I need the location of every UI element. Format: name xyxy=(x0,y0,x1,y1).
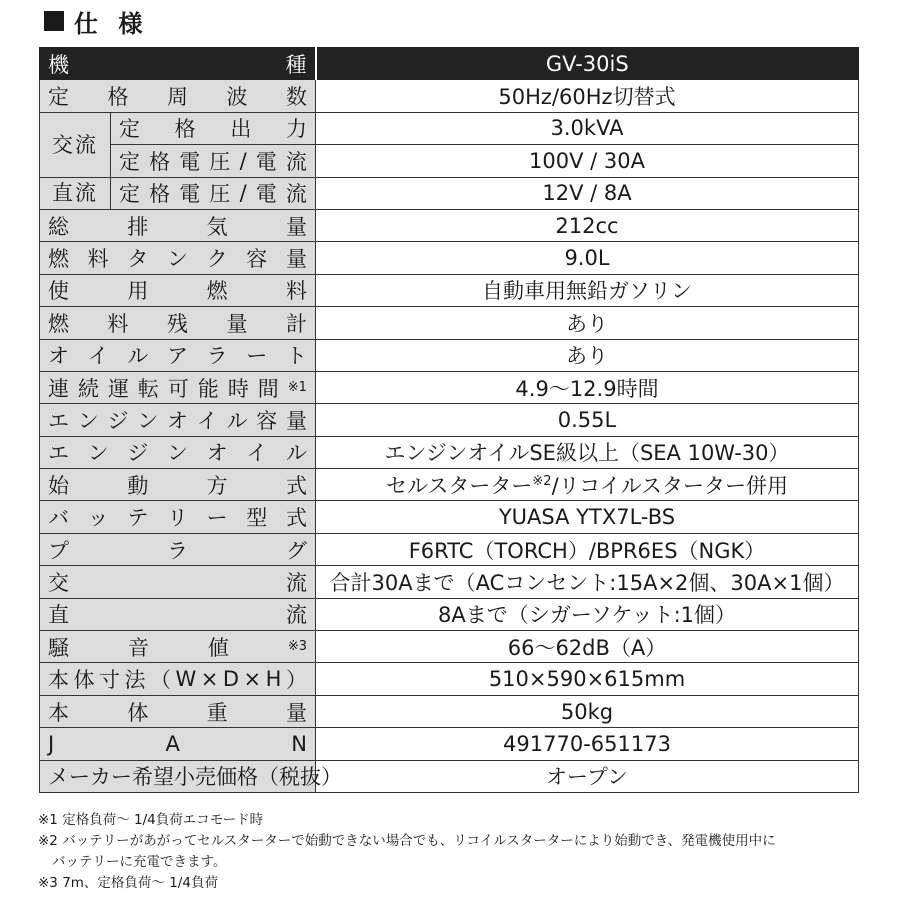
label-char: ー xyxy=(69,765,90,790)
label-char: 量 xyxy=(285,247,307,272)
spec-row xyxy=(40,242,859,274)
label-char: 流 xyxy=(286,603,307,628)
label-char: 直 xyxy=(48,603,69,628)
label-char: 間 xyxy=(257,376,279,401)
label-char: 種 xyxy=(285,52,307,77)
label-char: ア xyxy=(166,344,188,369)
spec-label-cell xyxy=(111,145,316,177)
label-char: 時 xyxy=(227,376,249,401)
label-char: 定 xyxy=(119,182,140,207)
label-char: J xyxy=(48,731,55,756)
label-char: 法 xyxy=(124,668,146,693)
spec-value: 50Hz/60Hz切替式 xyxy=(316,80,859,112)
spec-row xyxy=(40,695,859,727)
spec-label-cell xyxy=(40,631,316,663)
label-char: × xyxy=(243,667,262,692)
label-char: 望 xyxy=(153,765,174,790)
spec-value: エンジンオイルSE級以上（SEA 10W-30） xyxy=(316,436,859,468)
spec-value: 8Aまで（シガーソケット:1個） xyxy=(316,598,859,630)
spec-label xyxy=(40,243,315,273)
spec-label xyxy=(40,761,342,791)
label-char: ク xyxy=(206,247,228,272)
header-label-cell xyxy=(40,48,316,80)
label-char: リ xyxy=(166,506,188,531)
label-char: D xyxy=(222,667,240,692)
label-char: （ xyxy=(150,668,171,693)
spec-row xyxy=(40,566,859,598)
footnote-1: ※1 定格負荷～ 1/4負荷エコモード時 xyxy=(38,812,264,828)
spec-label-cell xyxy=(40,533,316,565)
spec-label xyxy=(40,632,315,662)
label-char: × xyxy=(200,667,219,692)
label-char: 量 xyxy=(226,311,248,336)
spec-label xyxy=(40,373,315,403)
spec-label-cell xyxy=(40,371,316,403)
spec-row xyxy=(40,371,859,403)
spec-row xyxy=(40,436,859,468)
spec-value: 510×590×615mm xyxy=(316,663,859,695)
label-char: / xyxy=(239,181,247,206)
spec-label xyxy=(40,275,315,305)
spec-row xyxy=(40,404,859,436)
spec-value: 12V / 8A xyxy=(316,177,859,209)
spec-table xyxy=(39,47,859,793)
spec-row xyxy=(40,469,859,501)
spec-label-cell xyxy=(40,307,316,339)
spec-label xyxy=(111,178,315,208)
spec-label-cell xyxy=(40,501,316,533)
label-char: 希 xyxy=(132,765,153,790)
spec-label xyxy=(40,502,315,532)
spec-row xyxy=(40,80,859,112)
spec-label xyxy=(40,308,315,338)
label-char: 値 xyxy=(207,635,229,660)
label-char: 流 xyxy=(286,570,307,595)
label-char: 能 xyxy=(197,376,219,401)
spec-value: 100V / 30A xyxy=(316,145,859,177)
spec-label xyxy=(40,535,315,565)
label-char: 電 xyxy=(179,182,201,207)
spec-label xyxy=(40,81,315,111)
label-char: プ xyxy=(48,538,69,563)
spec-value: 50kg xyxy=(316,695,859,727)
spec-row xyxy=(40,209,859,241)
label-char: 価 xyxy=(216,765,237,790)
label-char: グ xyxy=(286,538,307,563)
label-char: イ xyxy=(196,408,218,433)
spec-row xyxy=(40,145,859,177)
label-char: エ xyxy=(48,408,69,433)
label-char: 続 xyxy=(77,376,99,401)
spec-label xyxy=(40,567,315,597)
label-char: 転 xyxy=(137,376,159,401)
label-char: 体 xyxy=(73,668,95,693)
label-char: 総 xyxy=(48,214,69,239)
spec-label-cell xyxy=(111,177,316,209)
spec-value-text: セルスターター xyxy=(386,473,533,498)
spec-value: 4.9～12.9時間 xyxy=(316,371,859,403)
label-char: タ xyxy=(127,247,149,272)
footnote-marker: ※3 xyxy=(287,639,307,655)
spec-label-cell xyxy=(40,728,316,760)
label-char: 気 xyxy=(206,214,228,239)
label-char: 型 xyxy=(246,506,268,531)
label-char: ジ xyxy=(107,408,129,433)
label-char: 寸 xyxy=(99,668,120,693)
spec-label xyxy=(40,340,315,370)
spec-label-cell xyxy=(40,209,316,241)
label-char: ッ xyxy=(87,506,109,531)
label-char: 計 xyxy=(286,311,307,336)
group-label: 交流 xyxy=(40,112,111,177)
spec-label xyxy=(40,470,315,500)
label-char: 体 xyxy=(127,700,149,725)
footnotes xyxy=(38,810,878,894)
label-char: ル xyxy=(285,441,307,466)
label-char: 重 xyxy=(206,700,228,725)
spec-value: 3.0kVA xyxy=(316,112,859,144)
spec-label-cell xyxy=(40,663,316,695)
footnote-2-cont: バッテリーに充電できます。 xyxy=(52,854,227,870)
footnote-marker: ※2 xyxy=(532,473,552,489)
spec-label xyxy=(40,732,315,756)
spec-value: YUASA YTX7L-BS xyxy=(316,501,859,533)
spec-label-cell xyxy=(40,760,342,792)
label-char: エ xyxy=(48,441,69,466)
label-char: 格 xyxy=(174,117,196,142)
spec-row xyxy=(40,339,859,371)
spec-label-cell xyxy=(40,598,316,630)
spec-value: 合計30Aまで（ACコンセント:15A×2個、30A×1個） xyxy=(316,566,859,598)
spec-label-cell xyxy=(40,80,316,112)
label-char: N xyxy=(291,731,307,756)
spec-row xyxy=(40,760,859,792)
spec-value: F6RTC（TORCH）/BPR6ES（NGK） xyxy=(316,533,859,565)
spec-heading-text: 仕 様 xyxy=(74,9,149,38)
spec-value: あり xyxy=(316,339,859,371)
spec-row xyxy=(40,598,859,630)
label-char: 運 xyxy=(107,376,129,401)
label-char: H xyxy=(265,667,282,692)
label-char: 量 xyxy=(286,408,307,433)
label-char: 格 xyxy=(149,182,171,207)
spec-row xyxy=(40,663,859,695)
label-char: ン xyxy=(87,441,109,466)
label-char: 定 xyxy=(48,85,69,110)
label-char: ル xyxy=(226,408,248,433)
label-char: 定 xyxy=(119,117,140,142)
label-char: A xyxy=(165,731,180,756)
spec-row xyxy=(40,307,859,339)
label-char: 格 xyxy=(149,149,171,174)
spec-value: あり xyxy=(316,307,859,339)
label-char: （ xyxy=(258,765,279,790)
label-char: ラ xyxy=(167,538,188,563)
label-char: 電 xyxy=(179,149,201,174)
spec-row xyxy=(40,177,859,209)
label-char: 用 xyxy=(127,279,149,304)
label-char: 電 xyxy=(255,149,277,174)
label-char: 式 xyxy=(285,506,307,531)
spec-value: 自動車用無鉛ガソリン xyxy=(316,274,859,306)
label-char: / xyxy=(239,148,247,173)
label-char: ン xyxy=(166,441,188,466)
spec-value: オープン xyxy=(316,760,859,792)
label-char: 式 xyxy=(285,473,307,498)
label-char: 容 xyxy=(246,247,268,272)
label-char: ル xyxy=(127,344,149,369)
header-label xyxy=(40,49,315,79)
label-char: ン xyxy=(137,408,159,433)
label-char: 流 xyxy=(285,182,307,207)
spec-heading xyxy=(44,4,148,38)
label-char: テ xyxy=(127,506,149,531)
label-char: ー xyxy=(246,344,268,369)
spec-value: 212cc xyxy=(316,209,859,241)
label-char: 本 xyxy=(48,668,69,693)
spec-label-cell xyxy=(111,112,316,144)
label-char: 本 xyxy=(48,700,69,725)
label-char: 圧 xyxy=(209,182,231,207)
label-char: 料 xyxy=(107,311,129,336)
label-char: 量 xyxy=(285,214,307,239)
label-char: ） xyxy=(285,668,307,693)
label-char: 格 xyxy=(237,765,258,790)
label-char: 流 xyxy=(285,149,307,174)
label-char: バ xyxy=(48,506,69,531)
label-char: ー xyxy=(111,765,132,790)
label-char: 抜 xyxy=(300,765,321,790)
footnote-2: ※2 バッテリーがあがってセルスターターで始動できない場合でも、リコイルスターターにより始動でき、発電機使用中に xyxy=(38,833,776,849)
label-char: ン xyxy=(166,247,188,272)
label-char: 周 xyxy=(167,85,188,110)
spec-value-text: /リコイルスターター併用 xyxy=(551,473,788,498)
label-char: 容 xyxy=(256,408,278,433)
label-char: 料 xyxy=(285,279,307,304)
model-name: GV-30iS xyxy=(545,51,629,76)
label-char: 機 xyxy=(48,52,69,77)
label-char: 方 xyxy=(206,473,228,498)
group-label: 直流 xyxy=(40,177,111,209)
footnote-marker: ※1 xyxy=(287,380,307,396)
spec-row xyxy=(40,631,859,663)
label-char: 始 xyxy=(48,473,69,498)
header-model-cell xyxy=(316,48,859,80)
label-char: ー xyxy=(206,506,228,531)
spec-value: 0.55L xyxy=(316,404,859,436)
label-char: 税 xyxy=(279,765,300,790)
label-char: 売 xyxy=(195,765,216,790)
spec-label xyxy=(40,599,315,629)
spec-row xyxy=(40,533,859,565)
label-char: 騒 xyxy=(48,635,69,660)
spec-row xyxy=(40,728,859,760)
label-char: 小 xyxy=(174,765,195,790)
label-char: 料 xyxy=(87,247,109,272)
label-char: 可 xyxy=(167,376,189,401)
spec-label xyxy=(111,146,315,176)
label-char: W xyxy=(175,667,197,692)
spec-label xyxy=(40,437,315,467)
label-char: 音 xyxy=(127,635,149,660)
label-char: ） xyxy=(321,765,342,790)
label-char: ジ xyxy=(127,441,149,466)
label-char: メ xyxy=(48,765,69,790)
label-char: 排 xyxy=(127,214,149,239)
label-char: 力 xyxy=(285,117,307,142)
label-char: 交 xyxy=(48,570,69,595)
footnote-3: ※3 7m、定格負荷～ 1/4負荷 xyxy=(38,875,218,891)
spec-value xyxy=(316,469,859,501)
spec-header-row xyxy=(40,48,859,80)
label-char: 動 xyxy=(127,473,149,498)
label-char: 残 xyxy=(167,311,188,336)
square-bullet-icon xyxy=(44,11,64,31)
spec-value: 66～62dB（A） xyxy=(316,631,859,663)
label-char: 定 xyxy=(119,149,140,174)
spec-label-cell xyxy=(40,404,316,436)
label-char: イ xyxy=(87,344,109,369)
spec-label xyxy=(40,664,315,694)
spec-label xyxy=(40,697,315,727)
label-char: 燃 xyxy=(206,279,228,304)
label-char: 連 xyxy=(48,376,69,401)
label-char: 燃 xyxy=(48,311,69,336)
label-char: 出 xyxy=(230,117,252,142)
label-char: 圧 xyxy=(209,149,231,174)
spec-value: 491770-651173 xyxy=(316,728,859,760)
label-char: 燃 xyxy=(48,247,69,272)
label-char: 量 xyxy=(285,700,307,725)
spec-label-cell xyxy=(40,695,316,727)
spec-row xyxy=(40,274,859,306)
spec-label xyxy=(40,211,315,241)
spec-label-cell xyxy=(40,436,316,468)
spec-label xyxy=(111,113,315,143)
spec-row xyxy=(40,112,859,144)
label-char: オ xyxy=(206,441,228,466)
spec-label-cell xyxy=(40,469,316,501)
label-char: ト xyxy=(285,344,307,369)
label-char: ラ xyxy=(206,344,228,369)
label-char: 波 xyxy=(226,85,248,110)
label-char: ン xyxy=(77,408,99,433)
spec-label-cell xyxy=(40,274,316,306)
spec-label-cell xyxy=(40,242,316,274)
label-char: オ xyxy=(48,344,69,369)
label-char: オ xyxy=(167,408,188,433)
label-char: 格 xyxy=(107,85,129,110)
spec-row xyxy=(40,501,859,533)
label-char: 数 xyxy=(286,85,307,110)
label-char: イ xyxy=(246,441,268,466)
label-char: 電 xyxy=(255,182,277,207)
label-char: 使 xyxy=(48,279,69,304)
spec-label-cell xyxy=(40,339,316,371)
spec-label-cell xyxy=(40,566,316,598)
spec-value: 9.0L xyxy=(316,242,859,274)
label-char: カ xyxy=(90,765,111,790)
spec-label xyxy=(40,405,315,435)
